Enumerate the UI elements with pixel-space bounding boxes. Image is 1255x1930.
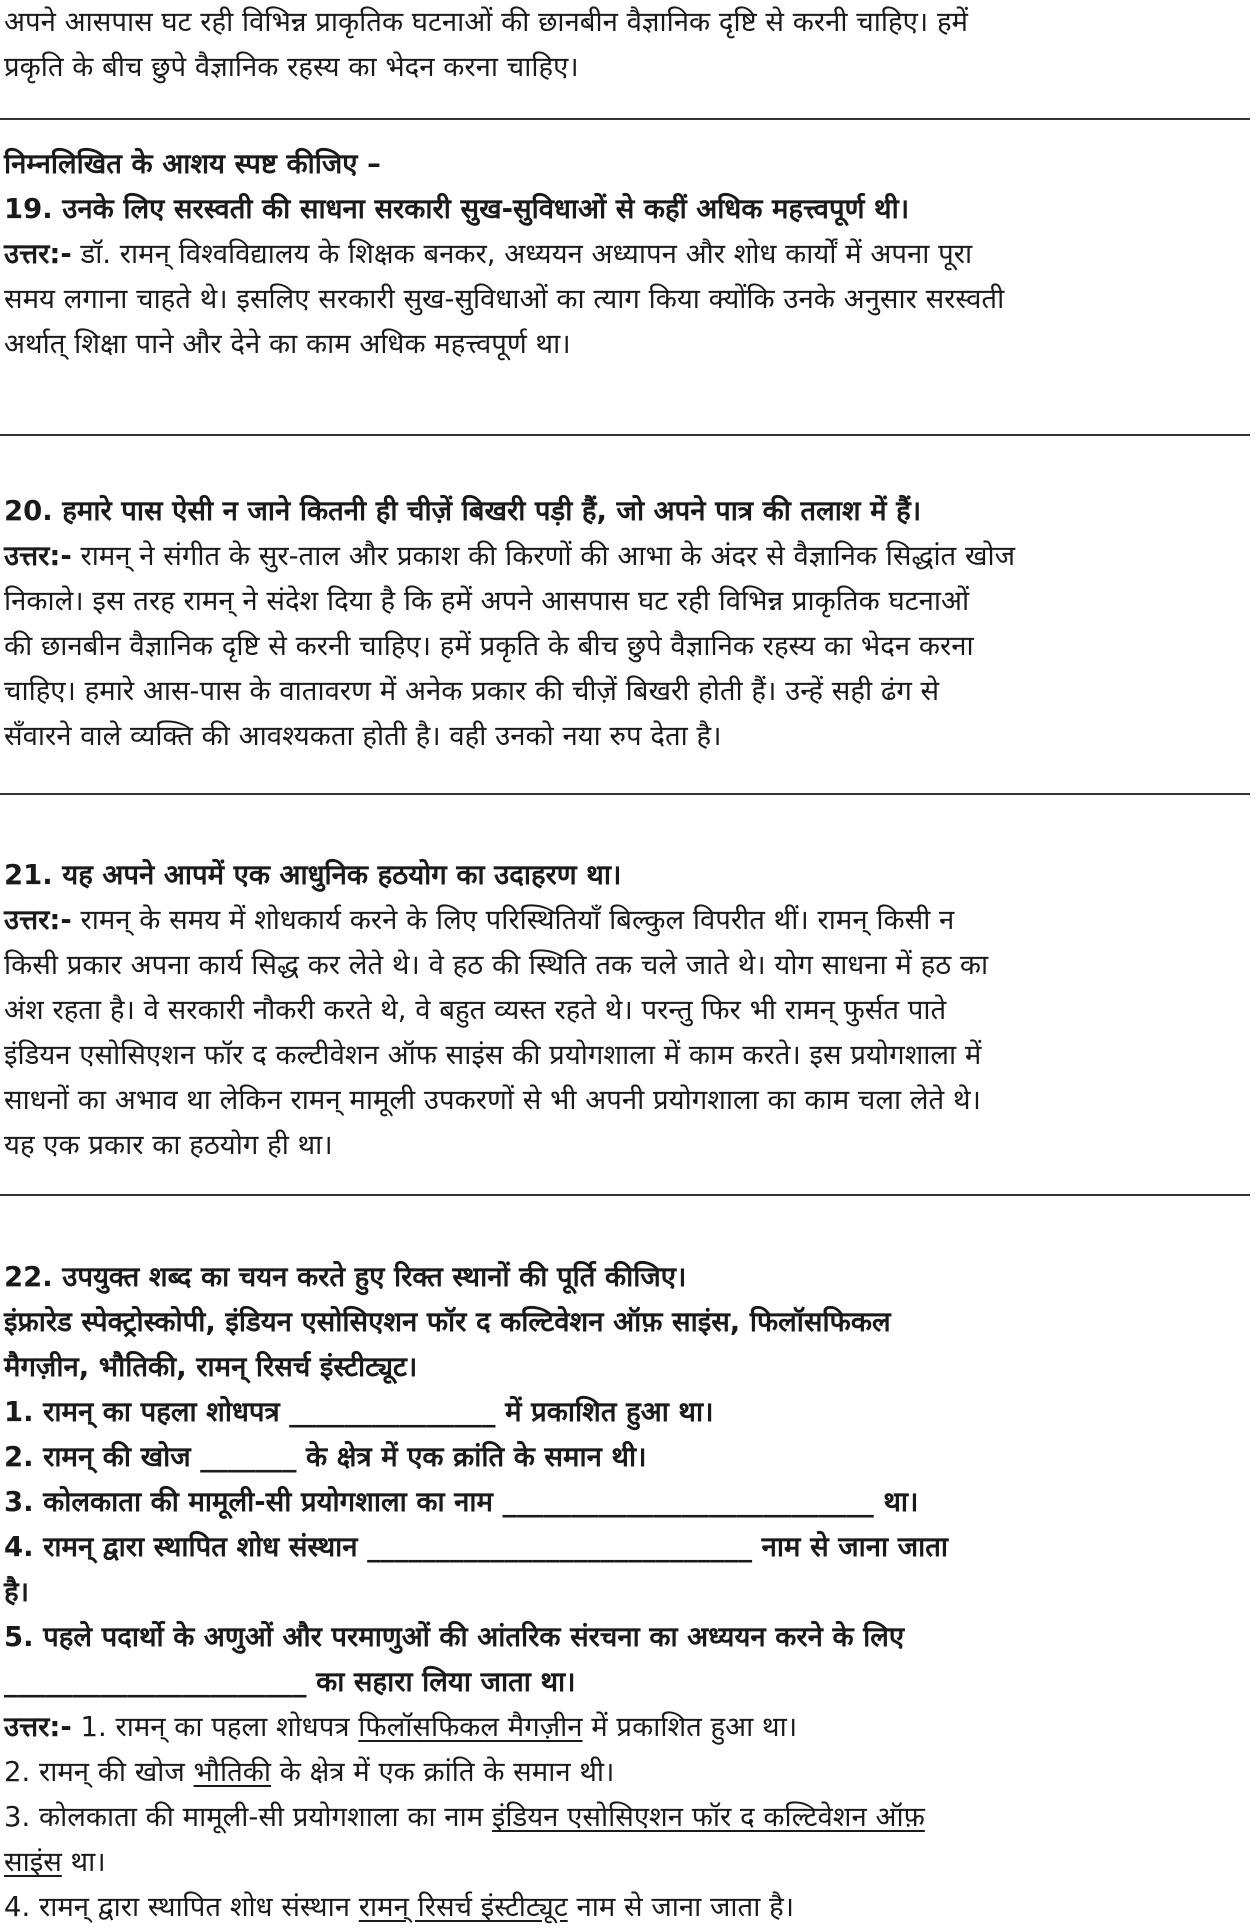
answer-text: 3. कोलकाता की मामूली-सी प्रयोगशाला का नाम <box>4 1801 492 1833</box>
answer-text: में प्रकाशित हुआ था। <box>582 1711 798 1743</box>
section-divider <box>0 793 1250 795</box>
blank-item: 5. पहले पदार्थो के अणुओं और परमाणुओं की आंतरिक संरचना का अध्ययन करने के लिए <box>4 1621 905 1653</box>
answer-line <box>4 232 1244 277</box>
answer-text: 2. रामन् की खोज <box>4 1756 194 1788</box>
question-20-block <box>4 489 1244 759</box>
answer-text: था। <box>61 1846 106 1878</box>
intro-line: अपने आसपास घट रही विभिन्न प्राकृतिक घटनाओं की छानबीन वैज्ञानिक दृष्टि से करनी चाहिए। हमें <box>4 6 968 38</box>
answer-text: डॉ. रामन् विश्वविद्यालय के शिक्षक बनकर, अध्ययन अध्यापन और शोध कार्यों में अपना पूरा <box>71 238 973 270</box>
intro-paragraph <box>4 0 1244 90</box>
answer-line: किसी प्रकार अपना कार्य सिद्ध कर लेते थे। वे हठ की स्थिति तक चले जाते थे। योग साधना में हठ का <box>4 949 989 981</box>
answer-text: 4. रामन् द्वारा स्थापित शोध संस्थान <box>4 1891 359 1923</box>
blank-item: 1. रामन् का पहला शोधपत्र _______________ में प्रकाशित हुआ था। <box>4 1396 714 1428</box>
answer-line: इंडियन एसोसिएशन फॉर द कल्टीवेशन ऑफ साइंस की प्रयोगशाला में काम करते। इस प्रयोगशाला में <box>4 1039 982 1071</box>
section-divider <box>0 1194 1250 1196</box>
answer-text: नाम से जाना जाता है। <box>567 1891 795 1923</box>
answer-line <box>4 1705 1244 1750</box>
blank-item: है। <box>4 1576 30 1608</box>
answer-text: 1. रामन् का पहला शोधपत्र <box>71 1711 359 1743</box>
blank-item: 2. रामन् की खोज _______ के क्षेत्र में एक क्रांति के समान थी। <box>4 1441 647 1473</box>
answer-line: सँवारने वाले व्यक्ति की आवश्यकता होती है। वही उनको नया रुप देता है। <box>4 720 722 752</box>
answer-label: उत्तर:- <box>4 540 72 572</box>
filled-answer: साइंस <box>4 1846 62 1878</box>
section-divider <box>0 118 1250 120</box>
answer-line <box>4 1795 1244 1840</box>
question-21-block <box>4 853 1244 1168</box>
answer-line <box>4 1885 1244 1930</box>
filled-answer: इंडियन एसोसिएशन फॉर द कल्टिवेशन ऑफ़ <box>491 1801 925 1833</box>
answer-line <box>4 1750 1244 1795</box>
answer-line: यह एक प्रकार का हठयोग ही था। <box>4 1129 333 1161</box>
answer-line: चाहिए। हमारे आस-पास के वातावरण में अनेक प्रकार की चीज़ें बिखरी होती हैं। उन्हें सही ढंग से <box>4 675 940 707</box>
answer-line <box>4 898 1244 943</box>
answer-line <box>4 534 1244 579</box>
answer-label: उत्तर:- <box>4 1711 72 1743</box>
answer-line: समय लगाना चाहते थे। इसलिए सरकारी सुख-सुविधाओं का त्याग किया क्योंकि उनके अनुसार सरस्वती <box>4 283 1005 315</box>
answer-line: अंश रहता है। वे सरकारी नौकरी करते थे, वे बहुत व्यस्त रहते थे। परन्तु फिर भी रामन् फुर्सत पाते <box>4 994 947 1026</box>
answer-label: उत्तर:- <box>4 238 72 270</box>
filled-answer: फिलॉसफिकल मैगज़ीन <box>358 1711 583 1743</box>
answer-line: निकाले। इस तरह रामन् ने संदेश दिया है कि हमें अपने आसपास घट रही विभिन्न प्राकृतिक घटनाओं <box>4 585 970 617</box>
answer-line: की छानबीन वैज्ञानिक दृष्टि से करनी चाहिए। हमें प्रकृति के बीच छुपे वैज्ञानिक रहस्य का भेदन करना <box>4 630 974 662</box>
question-text: 20. हमारे पास ऐसी न जाने कितनी ही चीज़ें बिखरी पड़ी हैं, जो अपने पात्र की तलाश में हैं। <box>4 495 922 527</box>
blank-item: 3. कोलकाता की मामूली-सी प्रयोगशाला का नाम ___________________________ था। <box>4 1486 919 1518</box>
answer-line: अर्थात् शिक्षा पाने और देने का काम अधिक महत्त्वपूर्ण था। <box>4 328 571 360</box>
intro-line: प्रकृति के बीच छुपे वैज्ञानिक रहस्य का भेदन करना चाहिए। <box>4 51 579 83</box>
answer-label: उत्तर:- <box>4 904 72 936</box>
blank-item: 4. रामन् द्वारा स्थापित शोध संस्थान ____________________________ नाम से जाना जाता <box>4 1531 949 1563</box>
question-19-block <box>4 142 1244 367</box>
question-text: 19. उनके लिए सरस्वती की साधना सरकारी सुख-सुविधाओं से कहीं अधिक महत्त्वपूर्ण थी। <box>4 193 910 225</box>
section-heading: निम्नलिखित के आशय स्पष्ट कीजिए – <box>4 148 381 180</box>
word-options-line: इंफ्रारेड स्पेक्ट्रोस्कोपी, इंडियन एसोसिएशन फॉर द कल्टिवेशन ऑफ़ साइंस, फिलॉसफिकल <box>4 1306 891 1338</box>
answer-text: रामन् ने संगीत के सुर-ताल और प्रकाश की किरणों की आभा के अंदर से वैज्ञानिक सिद्धांत खोज <box>71 540 1015 572</box>
filled-answer: भौतिकी <box>193 1756 272 1788</box>
question-22-block <box>4 1255 1244 1930</box>
word-options-line: मैगज़ीन, भौतिकी, रामन् रिसर्च इंस्टीट्यूट। <box>4 1351 418 1383</box>
question-text: 22. उपयुक्त शब्द का चयन करते हुए रिक्त स्थानों की पूर्ति कीजिए। <box>4 1261 687 1293</box>
answer-line <box>4 1840 1244 1885</box>
answer-text: के क्षेत्र में एक क्रांति के समान थी। <box>271 1756 615 1788</box>
question-text: 21. यह अपने आपमें एक आधुनिक हठयोग का उदाहरण था। <box>4 859 622 891</box>
answer-text: रामन् के समय में शोधकार्य करने के लिए परिस्थितियाँ बिल्कुल विपरीत थीं। रामन् किसी न <box>71 904 955 936</box>
answer-line: साधनों का अभाव था लेकिन रामन् मामूली उपकरणों से भी अपनी प्रयोगशाला का काम चला लेते थे। <box>4 1084 981 1116</box>
section-divider <box>0 434 1250 436</box>
filled-answer: रामन् रिसर्च इंस्टीट्यूट <box>358 1891 568 1923</box>
blank-item: ______________________ का सहारा लिया जाता था। <box>4 1666 576 1698</box>
